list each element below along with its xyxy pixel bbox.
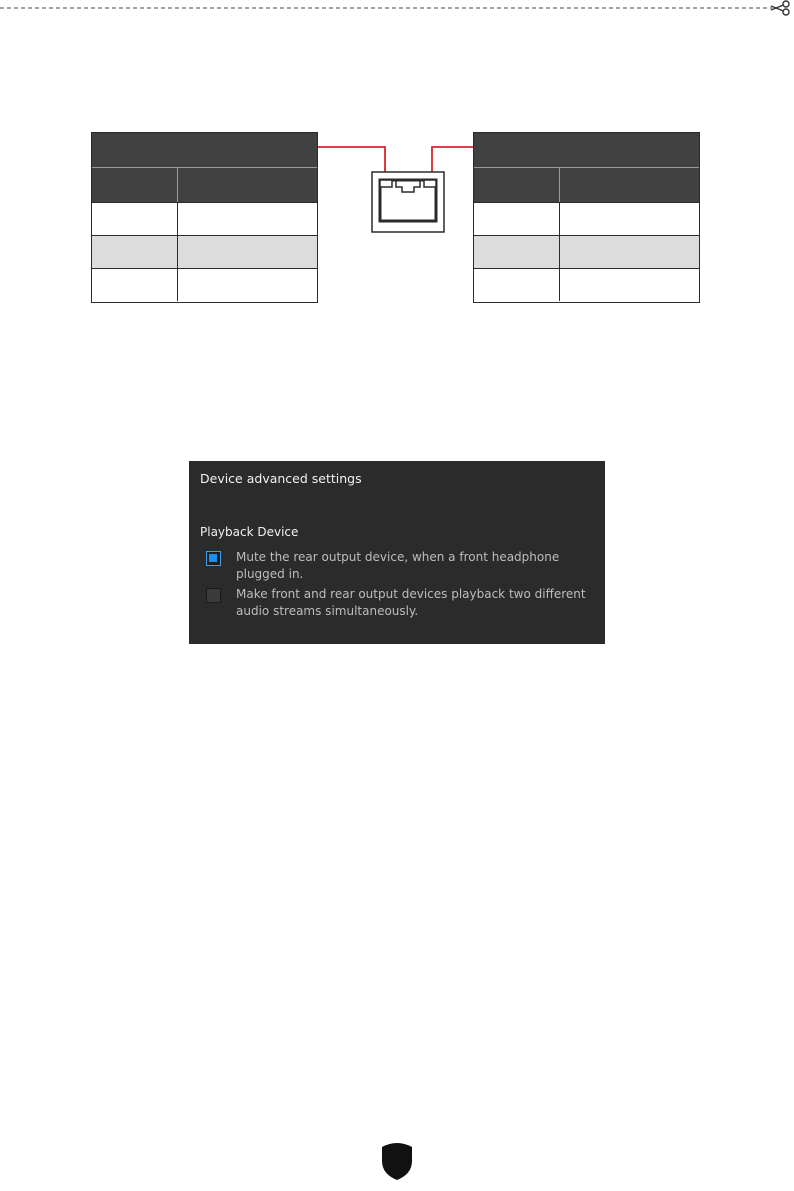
section-title-playback-device: Playback Device <box>200 525 299 539</box>
device-advanced-settings-panel <box>189 461 605 644</box>
two-audio-streams-checkbox[interactable] <box>206 588 221 603</box>
table-row <box>474 235 699 268</box>
led-table-header-row <box>92 168 317 202</box>
option-two-audio-streams[interactable] <box>206 586 604 620</box>
shield-logo-icon <box>380 1141 414 1181</box>
led-table-header-row <box>474 168 699 202</box>
table-row <box>474 202 699 235</box>
option-label: Make front and rear output devices playback two different audio streams simultaneously. <box>236 587 586 618</box>
table-row <box>92 268 317 301</box>
cut-line <box>0 0 794 40</box>
lan-port-diagram <box>318 132 473 242</box>
lan-port-icon <box>372 172 444 232</box>
table-row <box>474 268 699 301</box>
led-table-title <box>474 133 699 168</box>
option-mute-rear-output[interactable] <box>206 549 604 583</box>
panel-title: Device advanced settings <box>200 471 362 486</box>
scissors-icon <box>771 1 789 15</box>
table-row <box>92 235 317 268</box>
table-row <box>92 202 317 235</box>
option-label: Mute the rear output device, when a front headphone plugged in. <box>236 550 560 581</box>
led-table-left <box>91 132 318 303</box>
mute-rear-output-checkbox[interactable] <box>206 551 221 566</box>
led-table-title <box>92 133 317 168</box>
led-table-right <box>473 132 700 303</box>
